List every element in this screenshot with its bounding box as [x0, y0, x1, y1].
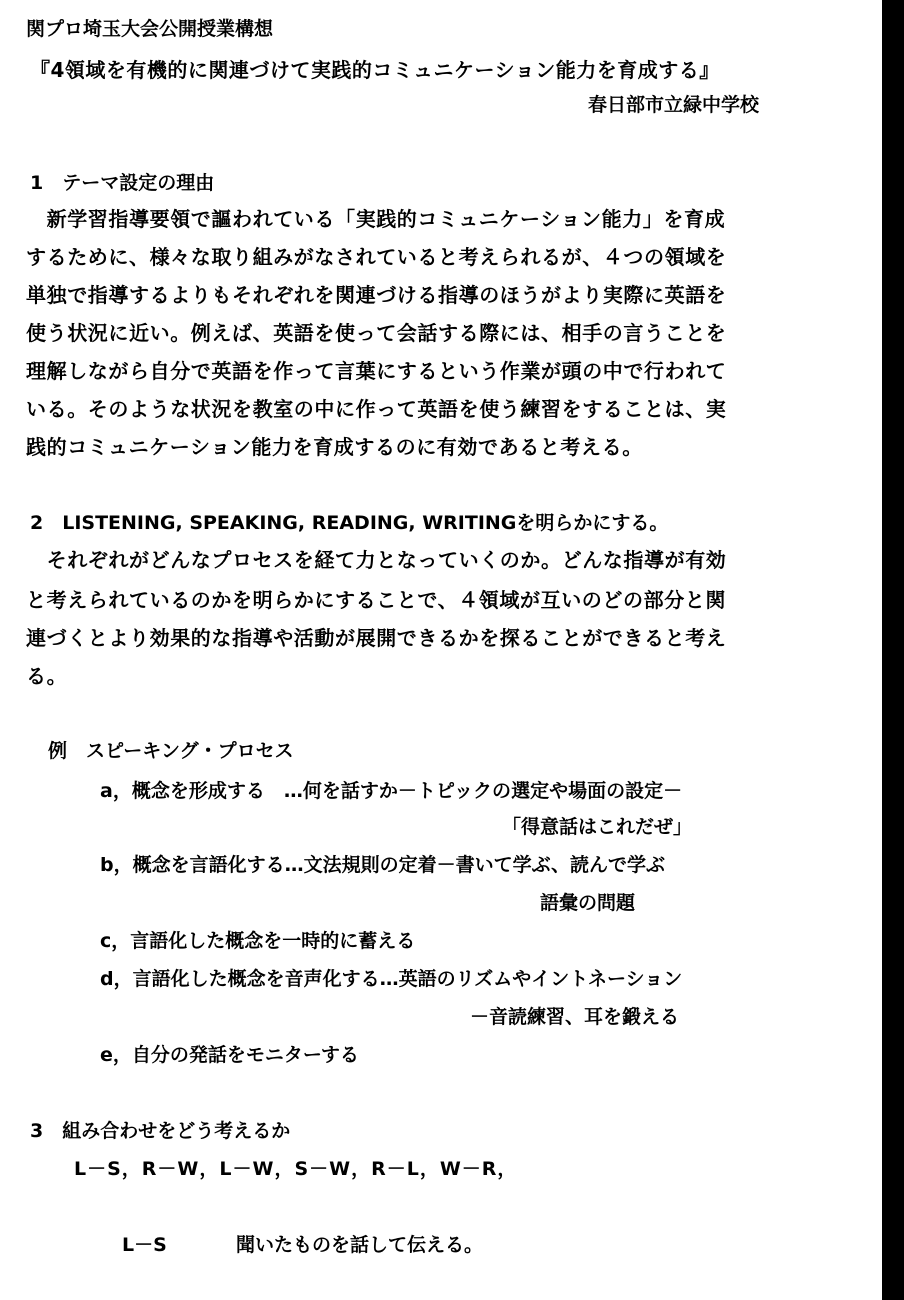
example-heading: 例 スピーキング・プロセス [48, 740, 294, 762]
section-1-heading: 1 テーマ設定の理由 [30, 172, 215, 194]
section-1-line: いる。そのような状況を教室の中に作って英語を使う練習をすることは、実 [26, 397, 727, 421]
example-item-d-note: －音読練習、耳を鍛える [470, 1006, 680, 1028]
combination-ls-text: 聞いたものを話して伝える。 [236, 1234, 484, 1256]
section-1-line: 新学習指導要領で謳われている「実践的コミュニケーション能力」を育成 [26, 207, 726, 231]
section-1-line: 理解しながら自分で英語を作って言葉にするという作業が頭の中で行われて [26, 359, 727, 383]
section-1-line: 使う状況に近い。例えば、英語を使って会話する際には、相手の言うことを [26, 321, 727, 345]
section-2-line: る。 [26, 664, 68, 688]
example-item-d: d，言語化した概念を音声化する…英語のリズムやイントネーション [100, 968, 683, 990]
example-item-c: c，言語化した概念を一時的に蓄える [100, 930, 416, 952]
section-1-line: 単独で指導するよりもそれぞれを関連づける指導のほうがより実際に英語を [26, 283, 727, 307]
section-1-line: するために、様々な取り組みがなされていると考えられるが、４つの領域を [26, 245, 727, 269]
section-3-heading: 3 組み合わせをどう考えるか [30, 1120, 291, 1142]
combination-list: L－S，R－W，L－W，S－W，R－L，W－R， [74, 1158, 518, 1180]
example-item-a: a，概念を形成する …何を話すか－トピックの選定や場面の設定－ [100, 780, 683, 802]
section-2-heading: 2 LISTENING, SPEAKING, READING, WRITINGを明らかにする。 [30, 512, 669, 534]
school-name: 春日部市立緑中学校 [588, 94, 760, 116]
example-item-e: e，自分の発話をモニターする [100, 1044, 359, 1066]
section-2-line: と考えられているのかを明らかにすることで、４領域が互いのどの部分と関 [26, 588, 726, 612]
combination-ls-label: L－S [122, 1234, 167, 1256]
section-2-line: 連づくとより効果的な指導や活動が展開できるかを探ることができると考え [26, 626, 727, 650]
document-title: 関プロ埼玉大会公開授業構想 [26, 18, 274, 40]
example-item-b-note: 語彙の問題 [540, 892, 636, 914]
example-item-b: b，概念を言語化する…文法規則の定着－書いて学ぶ、読んで学ぶ [100, 854, 665, 876]
example-item-a-note: 「得意話はこれだぜ」 [502, 816, 693, 838]
section-1-line: 践的コミュニケーション能力を育成するのに有効であると考える。 [26, 435, 643, 459]
page-edge-bar [882, 0, 904, 1300]
section-2-line: それぞれがどんなプロセスを経て力となっていくのか。どんな指導が有効 [26, 548, 727, 572]
document-subtitle: 『4領域を有機的に関連づけて実践的コミュニケーション能力を育成する』 [30, 58, 720, 82]
